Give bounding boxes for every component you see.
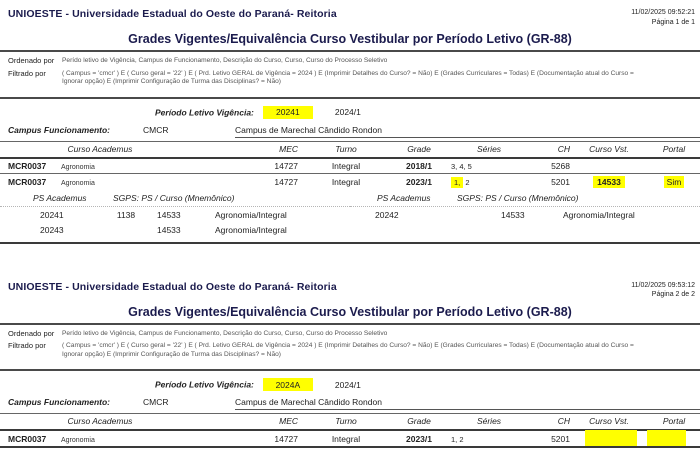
- period-label: Período Letivo Vigência:: [155, 379, 254, 390]
- ps-mnemonic: Agronomia/Integral: [563, 209, 635, 220]
- mec-value: 14727: [274, 176, 298, 187]
- filtered-by-text: ( Campus = 'cmcr' ) E ( Curso geral = '22' ) E ( Prd. Letivo GERAL de Vigência = 2024 ) E (Imprimir Detalhes do Curso? = Não) E (Grades Curriculares = Todas) E (Documentação atual do Curso = Ignorar opção) E (Imprimir Configuração de Turma das Disciplinas? = Não): [62, 69, 634, 85]
- period-row: [0, 378, 700, 393]
- ps-value: 20243: [40, 224, 64, 235]
- portal-empty-highlight: [647, 430, 686, 447]
- period-label: Período Letivo Vigência:: [155, 107, 254, 117]
- ordered-by-text: Perído letivo de Vigência, Campus de Funcionamento, Descrição do Curso, Curso, Curso do Processo Seletivo: [62, 329, 388, 337]
- ps-academus-label: PS Academus: [33, 192, 87, 203]
- curso-code: MCR0037: [8, 176, 47, 187]
- ps-row: [0, 207, 350, 222]
- campus-code: CMCR: [143, 397, 169, 407]
- campus-desc: Campus de Marechal Cândido Rondon: [235, 397, 700, 410]
- ch-value: 5201: [551, 433, 570, 444]
- col-series: Séries: [476, 416, 502, 426]
- campus-row: [0, 125, 700, 139]
- col-mec: MEC: [279, 143, 298, 154]
- ps-header: [0, 191, 350, 207]
- campus-row: [0, 397, 700, 411]
- ordered-by-text: Perído letivo de Vigência, Campus de Funcionamento, Descrição do Curso, Curso, Curso do Processo Seletivo: [62, 57, 388, 64]
- col-curso-academus: Curso Academus: [67, 143, 133, 154]
- table-header: [0, 141, 700, 159]
- mec-value: 14727: [274, 161, 298, 171]
- campus-code: CMCR: [143, 124, 169, 135]
- curso-vst-highlight: 14533: [593, 176, 625, 188]
- filtered-by-label: Filtrado por: [8, 68, 46, 78]
- ps-left-block: [0, 191, 350, 237]
- ps-right-block: [350, 191, 700, 237]
- ps-academus-section: [0, 191, 700, 237]
- sgps-value: [433, 210, 501, 220]
- turno-value: Integral: [331, 161, 361, 171]
- campus-desc: Campus de Marechal Cândido Rondon: [235, 125, 700, 138]
- divider: [0, 369, 700, 371]
- series-value: 1, 2: [448, 178, 530, 187]
- turno-value: Integral: [331, 176, 361, 187]
- ordered-by-label: Ordenado por: [8, 56, 55, 65]
- curso-vst-value: [570, 177, 648, 187]
- ps-row: [350, 207, 700, 222]
- sgps-label: SGPS: PS / Curso (Mnemônico): [113, 192, 235, 203]
- period-desc: 2024/1: [334, 379, 361, 390]
- page-bottom-rule: [0, 446, 700, 448]
- report-page-2: [0, 281, 700, 448]
- ch-value: 5201: [551, 176, 570, 187]
- ps-mnemonic: Agronomia/Integral: [215, 224, 287, 235]
- page-meta: [631, 281, 695, 300]
- sgps-value: [95, 225, 157, 235]
- col-ch: CH: [557, 416, 570, 426]
- org-title: UNIOESTE - Universidade Estadual do Oeste do Paraná- Reitoria: [8, 280, 337, 293]
- filters-block: [0, 56, 700, 87]
- campus-label: Campus Funcionamento:: [8, 397, 111, 407]
- report-datetime: 11/02/2025 09:52:21: [631, 9, 695, 16]
- ch-value: 5268: [551, 161, 570, 171]
- page-bottom-rule: [0, 242, 700, 244]
- col-mec: MEC: [279, 416, 298, 426]
- period-value-highlight: 20241: [263, 106, 313, 119]
- table-row: [0, 174, 700, 189]
- divider: [0, 97, 700, 99]
- period-desc: 2024/1: [334, 107, 361, 117]
- col-ch: CH: [557, 143, 570, 154]
- period-row: [0, 106, 700, 121]
- col-grade: Grade: [407, 416, 431, 426]
- col-portal: Portal: [662, 416, 686, 426]
- curso-vst-empty-highlight: [585, 430, 637, 447]
- col-portal: Portal: [662, 143, 686, 154]
- curso-name: Agronomia: [61, 179, 95, 187]
- period-value-highlight: 2024A: [263, 378, 313, 391]
- curso-code: MCR0037: [8, 161, 47, 171]
- ps-curso-value: 14533: [501, 209, 525, 220]
- page-number: Página 1 de 1: [651, 18, 695, 26]
- report-datetime: 11/02/2025 09:53:12: [631, 281, 695, 289]
- page-header: [0, 281, 700, 300]
- grade-value: 2023/1: [406, 176, 432, 187]
- col-curso-academus: Curso Academus: [67, 416, 133, 426]
- table-header: [0, 413, 700, 431]
- ps-value: 20241: [40, 209, 64, 220]
- portal-highlight: Sim: [664, 176, 685, 188]
- sgps-label: SGPS: PS / Curso (Mnemônico): [457, 192, 579, 203]
- grade-value: 2018/1: [406, 161, 432, 171]
- page-meta: [631, 8, 695, 27]
- page-number: Página 2 de 2: [651, 291, 695, 298]
- report-title: Grades Vigentes/Equivalência Curso Vestibular por Período Letivo (GR-88): [128, 32, 572, 46]
- series-value: 3, 4, 5: [451, 162, 472, 171]
- col-curso-vst: Curso Vst.: [589, 143, 629, 154]
- org-title: UNIOESTE - Universidade Estadual do Oeste do Paraná- Reitoria: [8, 8, 337, 20]
- sgps-value: 1138: [116, 209, 136, 220]
- col-grade: Grade: [407, 143, 431, 154]
- ps-header: [350, 191, 700, 207]
- curso-name: Agronomia: [61, 164, 95, 171]
- portal-value: [648, 177, 700, 187]
- report-title: Grades Vigentes/Equivalência Curso Vestibular por Período Letivo (GR-88): [128, 304, 572, 319]
- series-value: 1, 2: [451, 434, 464, 444]
- series-highlight: 1,: [451, 177, 463, 188]
- col-series: Séries: [476, 143, 502, 154]
- table-row: [0, 431, 700, 446]
- col-turno: Turno: [335, 143, 357, 154]
- col-curso-vst: Curso Vst.: [589, 416, 629, 426]
- divider: [0, 50, 700, 52]
- filters-block: [0, 329, 700, 360]
- ps-mnemonic: Agronomia/Integral: [215, 209, 287, 220]
- curso-code: MCR0037: [8, 433, 47, 444]
- ordered-by-label: Ordenado por: [8, 328, 55, 338]
- ps-row: [0, 222, 350, 237]
- filtered-by-label: Filtrado por: [8, 341, 46, 350]
- ps-curso-value: 14533: [157, 224, 181, 235]
- curso-name: Agronomia: [61, 436, 95, 444]
- table-row: [0, 159, 700, 175]
- ps-academus-label: PS Academus: [377, 192, 431, 203]
- page-header: [0, 8, 700, 27]
- filtered-by-text: ( Campus = 'cmcr' ) E ( Curso geral = '22' ) E ( Prd. Letivo GERAL de Vigência = 2024 ) E (Imprimir Detalhes do Curso? = Não) E (Grades Curriculares = Todas) E (Documentação atual do Curso = Ignorar opção) E (Imprimir Configuração de Turma das Disciplinas? = Não): [62, 342, 634, 358]
- col-turno: Turno: [335, 416, 357, 426]
- mec-value: 14727: [274, 433, 298, 444]
- ps-curso-value: 14533: [157, 209, 181, 220]
- grade-value: 2023/1: [406, 433, 432, 444]
- divider: [0, 323, 700, 325]
- turno-value: Integral: [331, 433, 361, 444]
- campus-label: Campus Funcionamento:: [8, 124, 111, 135]
- ps-value: 20242: [375, 209, 399, 220]
